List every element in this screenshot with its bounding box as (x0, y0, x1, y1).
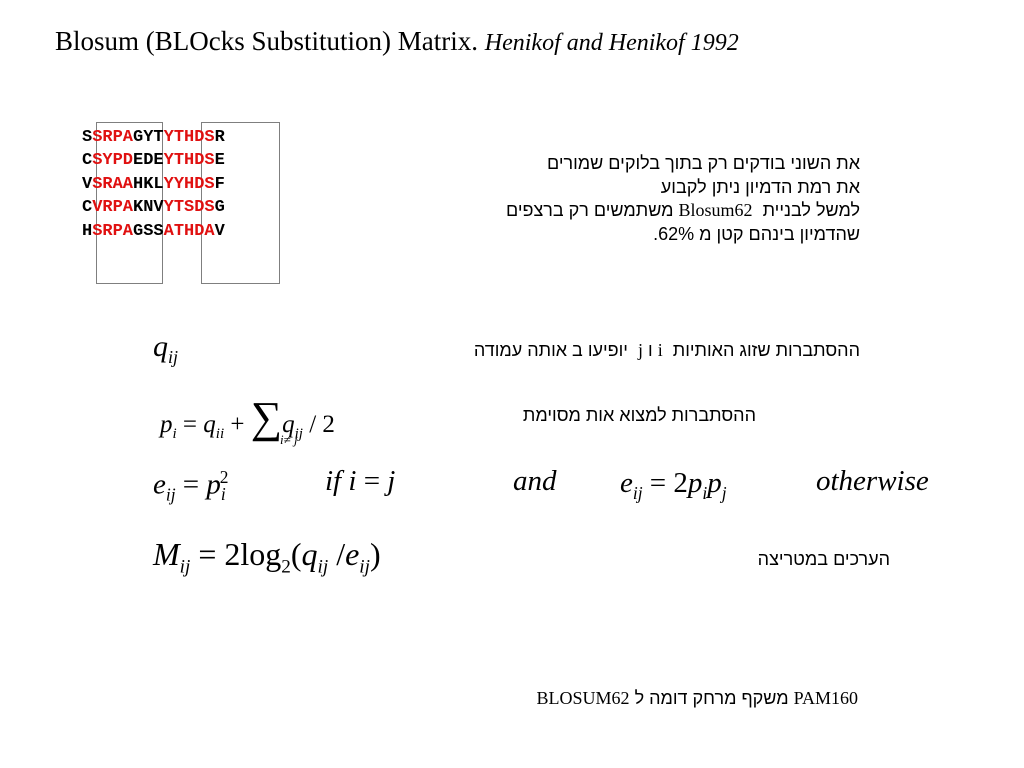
sequence-alignment (82, 126, 225, 243)
sequence-row: CSYPDEDEYTHDSE (82, 151, 225, 171)
formula-e-condition: if i = j (325, 465, 396, 497)
formula-m: $M_{ij} = 2\log_2(q_{ij}$ $/e_{ij}$) (153, 536, 381, 578)
formula-p-label: ההסתברות למצוא אות מסוימת (522, 405, 756, 425)
formula-q: $q_{ij}$ (153, 330, 179, 367)
note-line: את השוני בודקים רק בתוך בלוקים שמורים (546, 153, 860, 173)
footer-note: BLOSUM62 משקף מרחק דומה ל PAM160 (536, 688, 858, 708)
sequence-row: HSRPAGSSATHDAV (82, 221, 225, 241)
sequence-row: CVRPAKNVYTSDSG (82, 198, 225, 218)
note-line: את רמת הדמיון ניתן לקבוע (660, 176, 860, 197)
slide-title (55, 26, 739, 57)
title-main: Blosum (BLOcks Substitution) Matrix. (55, 26, 479, 56)
formula-m-label: הערכים במטריצה (757, 549, 890, 569)
formula-e-otherwise: otherwise (816, 465, 929, 497)
note-line: למשל לבניית Blosum62 משתמשים רק ברצפים (505, 200, 860, 220)
title-authors: Henikof and Henikof 1992 (484, 30, 739, 56)
formula-p: $p_i = q_{ii} + \sum q_{ij} / 2$ (160, 393, 335, 442)
formula-q-label: ההסתברות שזוג האותיות i ו j יופיעו ב אותה עמודה (473, 340, 860, 360)
sequence-row: VSRAAHKLYYHDSF (82, 174, 225, 194)
formula-e: $e_{ij} = p_i^2$ (153, 467, 229, 505)
explanation-note (506, 152, 860, 246)
formula-p-sum-subscript: i≠ j (280, 432, 298, 447)
formula-e-otherwise-case: $e_{ij} = 2p_ip_j$ (620, 467, 727, 503)
note-line: שהדמיון בינהם קטן מ 62%. (653, 223, 860, 244)
sequence-row: SSRPAGYTYTHDSR (82, 128, 225, 147)
formula-e-and: and (513, 465, 557, 497)
